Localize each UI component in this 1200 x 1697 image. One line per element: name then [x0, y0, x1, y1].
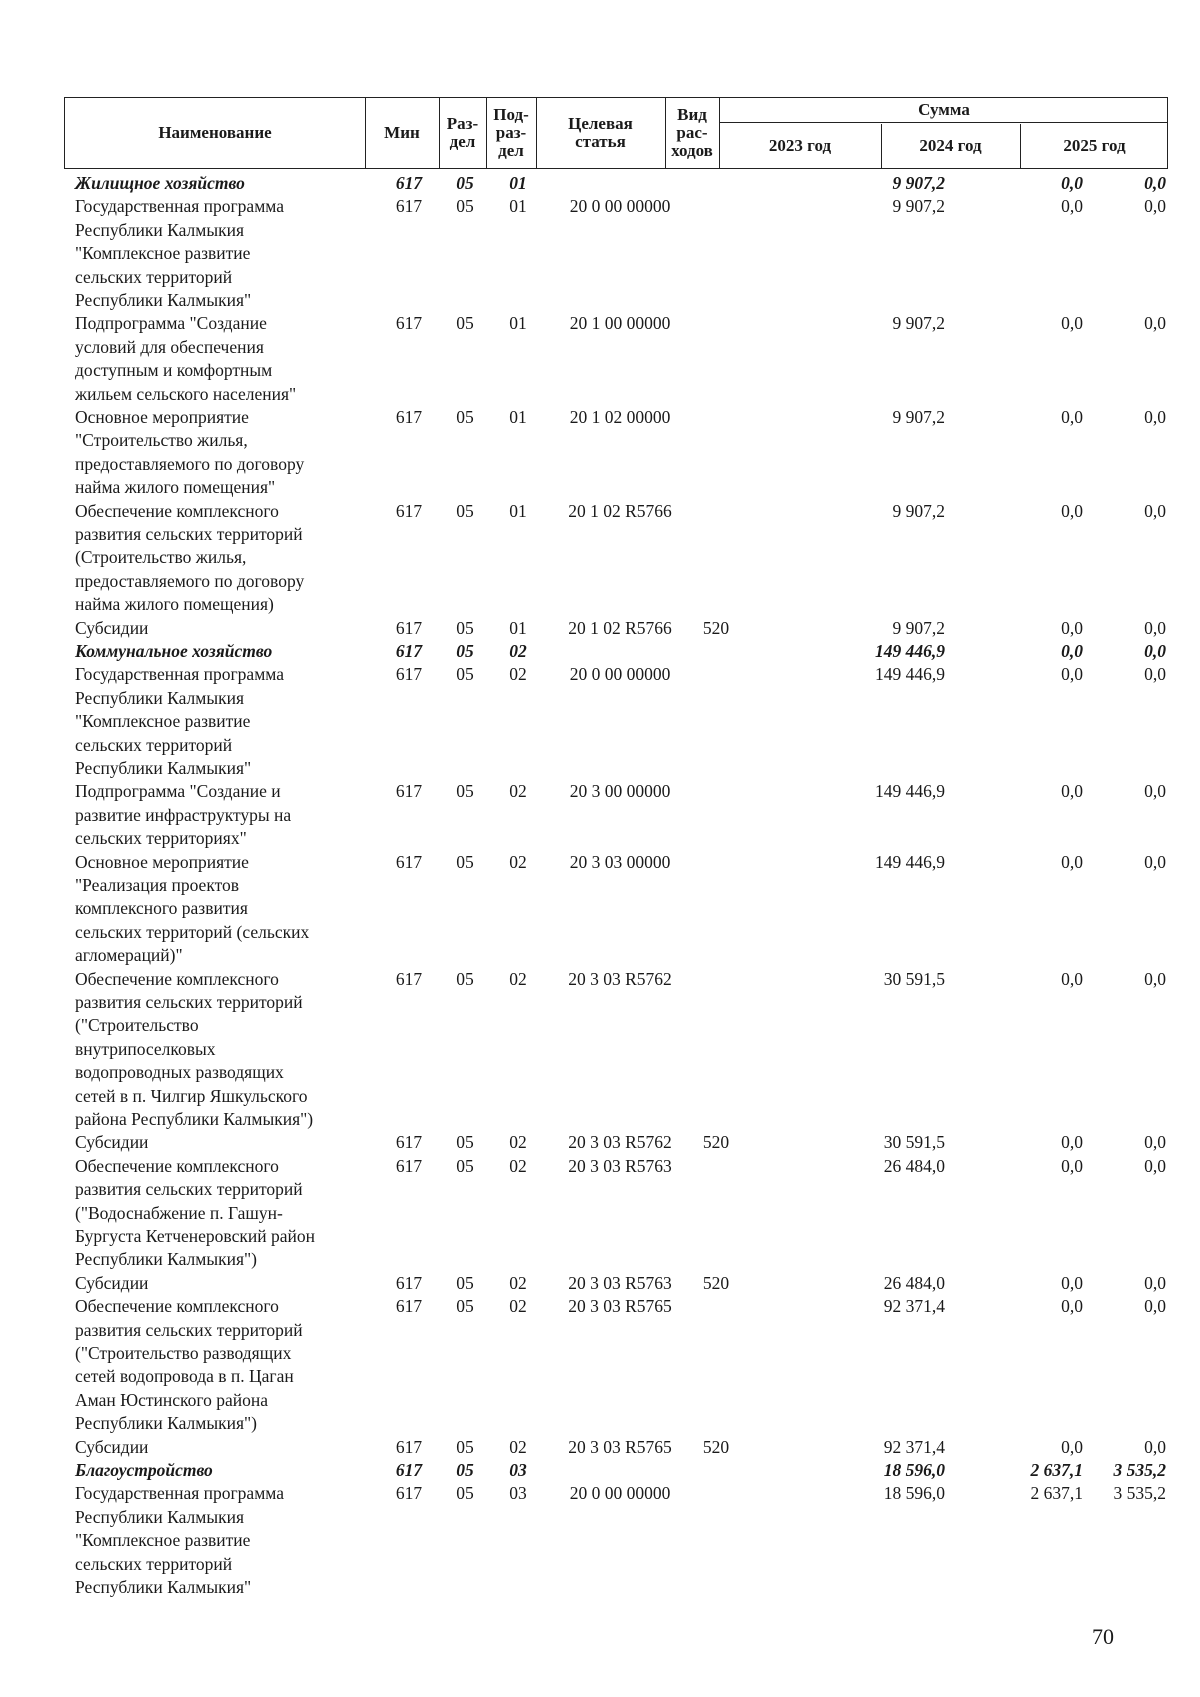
- cell-name: [75, 1131, 365, 1154]
- cell-vid: 520: [702, 1132, 730, 1153]
- cell-name-line: Государственная программа: [75, 196, 284, 217]
- cell-podrazdel: 02: [509, 664, 527, 685]
- cell-name-line: условий для обеспечения: [75, 336, 264, 357]
- cell-min: 617: [395, 641, 423, 661]
- cell-name-line: развития сельских территорий: [75, 1319, 303, 1340]
- cell-podrazdel: 02: [509, 1155, 527, 1176]
- cell-2024: 0,0: [1061, 500, 1083, 521]
- cell-name-line: агломераций)": [75, 945, 183, 966]
- cell-razdel: 05: [456, 968, 474, 989]
- cell-celevaya: 20 3 00 00000: [569, 781, 671, 802]
- cell-2025: 0,0: [1144, 196, 1166, 217]
- cell-2024: 0,0: [1061, 641, 1083, 661]
- cell-2023: 26 484,0: [883, 1155, 945, 1176]
- cell-podrazdel: 02: [509, 1436, 527, 1457]
- cell-2023: 30 591,5: [883, 1132, 945, 1153]
- cell-min: 617: [395, 1436, 423, 1457]
- cell-2023: 149 446,9: [875, 664, 945, 685]
- header-podrazdel-line: Под-: [493, 105, 529, 124]
- cell-name-line: внутрипоселковых: [75, 1038, 216, 1059]
- cell-name-line: "Комплексное развитие: [75, 1530, 251, 1551]
- header-podrazdel-line: дел: [498, 141, 524, 160]
- cell-name-line: Благоустройство: [75, 1460, 213, 1480]
- cell-name-line: "Строительство жилья,: [75, 430, 248, 451]
- cell-2024: 0,0: [1061, 1272, 1083, 1293]
- cell-podrazdel: 02: [509, 968, 527, 989]
- cell-podrazdel: 02: [509, 1272, 527, 1293]
- cell-podrazdel: 03: [509, 1483, 527, 1504]
- cell-celevaya: 20 3 03 R5765: [568, 1296, 672, 1317]
- cell-celevaya: 20 1 02 R5766: [568, 617, 672, 638]
- cell-name-line: водопроводных разводящих: [75, 1062, 284, 1083]
- cell-celevaya: 20 3 03 R5763: [568, 1272, 672, 1293]
- cell-min: 617: [395, 500, 423, 521]
- cell-name-line: развития сельских территорий: [75, 992, 303, 1012]
- cell-razdel: 05: [456, 781, 474, 802]
- cell-2024: 0,0: [1061, 968, 1083, 989]
- cell-name-line: Республики Калмыкия": [75, 290, 252, 311]
- cell-name-line: (Строительство жилья,: [75, 547, 247, 568]
- cell-name-line: развития сельских территорий: [75, 524, 303, 544]
- cell-min: 617: [395, 1460, 423, 1480]
- cell-min: 617: [395, 851, 423, 872]
- cell-razdel: 05: [456, 1483, 474, 1504]
- cell-2025: 0,0: [1144, 1132, 1166, 1153]
- cell-name-line: Государственная программа: [75, 1483, 284, 1504]
- header-celevaya: [536, 98, 665, 168]
- header-2025: 2025 год: [1063, 136, 1126, 155]
- cell-2023: 92 371,4: [883, 1436, 945, 1457]
- cell-min: 617: [395, 968, 423, 989]
- cell-celevaya: 20 1 02 R5766: [568, 500, 672, 521]
- cell-podrazdel: 02: [509, 1296, 527, 1317]
- cell-podrazdel: 03: [509, 1460, 527, 1480]
- page-number: 70: [1092, 1624, 1114, 1649]
- cell-name-line: Республики Калмыкия": [75, 1577, 252, 1598]
- cell-celevaya: 20 3 03 R5763: [568, 1155, 672, 1176]
- cell-razdel: 05: [456, 1132, 474, 1153]
- cell-name-line: ("Водоснабжение п. Гашун-: [75, 1202, 283, 1223]
- header-vid-line: Вид: [677, 105, 707, 124]
- cell-2024: 0,0: [1061, 851, 1083, 872]
- cell-name-line: Обеспечение комплексного: [75, 500, 279, 521]
- cell-name-line: Республики Калмыкия"): [75, 1413, 257, 1434]
- cell-2025: 3 535,2: [1113, 1460, 1166, 1480]
- cell-razdel: 05: [456, 173, 474, 193]
- cell-podrazdel: 02: [509, 781, 527, 802]
- cell-2024: 0,0: [1061, 1296, 1083, 1317]
- cell-name-line: "Комплексное развитие: [75, 243, 251, 264]
- header-summa: Сумма: [918, 100, 970, 119]
- cell-2024: 0,0: [1061, 1436, 1083, 1457]
- header-min: Мин: [384, 123, 420, 142]
- cell-name-line: Основное мероприятие: [75, 407, 249, 427]
- cell-razdel: 05: [456, 617, 474, 638]
- cell-2023: 18 596,0: [883, 1460, 945, 1480]
- cell-name: [75, 851, 365, 968]
- cell-podrazdel: 01: [509, 500, 527, 521]
- cell-celevaya: 20 3 03 R5762: [568, 1132, 672, 1153]
- header-celevaya-line: Целевая: [568, 114, 633, 133]
- cell-2023: 149 446,9: [875, 851, 945, 872]
- cell-2024: 0,0: [1061, 407, 1083, 427]
- cell-name-line: найма жилого помещения): [75, 594, 274, 615]
- cell-name-line: Основное мероприятие: [75, 851, 249, 872]
- cell-razdel: 05: [456, 851, 474, 872]
- cell-name-line: Субсидии: [75, 1436, 149, 1457]
- cell-name: [75, 312, 365, 406]
- cell-celevaya: 20 0 00 00000: [569, 196, 671, 217]
- cell-min: 617: [395, 196, 423, 217]
- cell-name-line: Обеспечение комплексного: [75, 1155, 279, 1176]
- cell-vid: 520: [702, 617, 730, 638]
- cell-name: [75, 1155, 365, 1272]
- cell-celevaya: 20 0 00 00000: [569, 1483, 671, 1504]
- cell-min: 617: [395, 1483, 423, 1504]
- cell-2023: 30 591,5: [883, 968, 945, 989]
- cell-celevaya: 20 3 03 R5762: [568, 968, 672, 989]
- cell-celevaya: 20 0 00 00000: [569, 664, 671, 685]
- cell-podrazdel: 02: [509, 1132, 527, 1153]
- cell-name-line: комплексного развития: [75, 898, 248, 919]
- cell-2024: 0,0: [1061, 173, 1083, 193]
- cell-razdel: 05: [456, 1155, 474, 1176]
- cell-name-line: Обеспечение комплексного: [75, 968, 279, 989]
- cell-name-line: развитие инфраструктуры на: [75, 804, 292, 825]
- cell-podrazdel: 01: [509, 196, 527, 217]
- cell-2025: 0,0: [1144, 313, 1166, 334]
- cell-name-line: жильем сельского населения": [75, 383, 297, 404]
- cell-razdel: 05: [456, 407, 474, 427]
- cell-2024: 2 637,1: [1030, 1460, 1083, 1480]
- cell-razdel: 05: [456, 641, 474, 661]
- cell-name-line: сельских территорий (сельских: [75, 921, 310, 942]
- cell-name-line: Бургуста Кетченеровский район: [75, 1226, 315, 1247]
- cell-2025: 0,0: [1144, 407, 1166, 427]
- cell-name: [75, 1272, 365, 1295]
- cell-name-line: предоставляемого по договору: [75, 570, 305, 591]
- cell-name: [75, 968, 365, 1132]
- cell-name-line: Субсидии: [75, 1132, 149, 1153]
- cell-podrazdel: 01: [509, 173, 527, 193]
- cell-podrazdel: 02: [509, 851, 527, 872]
- cell-name: [75, 406, 365, 500]
- cell-2023: 149 446,9: [875, 781, 945, 802]
- cell-2023: 9 907,2: [892, 617, 945, 638]
- cell-vid: 520: [702, 1436, 730, 1457]
- cell-min: 617: [395, 617, 423, 638]
- cell-name-line: Республики Калмыкия: [75, 687, 245, 708]
- cell-name-line: Аман Юстинского района: [75, 1389, 268, 1410]
- cell-name-line: Жилищное хозяйство: [75, 173, 245, 193]
- cell-razdel: 05: [456, 1272, 474, 1293]
- cell-name-line: района Республики Калмыкия"): [75, 1109, 314, 1130]
- cell-name-line: сельских территориях": [75, 828, 247, 849]
- cell-name: [75, 195, 365, 312]
- header-razdel-line: дел: [449, 132, 476, 151]
- cell-2024: 0,0: [1061, 313, 1083, 334]
- cell-2024: 0,0: [1061, 617, 1083, 638]
- cell-celevaya: 20 3 03 00000: [569, 851, 671, 872]
- cell-celevaya: 20 1 02 00000: [569, 407, 671, 427]
- cell-name: [75, 172, 365, 195]
- cell-razdel: 05: [456, 500, 474, 521]
- cell-name: [75, 1295, 365, 1435]
- cell-name: [75, 1482, 365, 1599]
- cell-name-line: Субсидии: [75, 1272, 149, 1293]
- cell-2025: 0,0: [1144, 173, 1166, 193]
- cell-name-line: Подпрограмма "Создание и: [75, 781, 281, 802]
- cell-2025: 0,0: [1144, 664, 1166, 685]
- cell-name-line: "Реализация проектов: [75, 875, 240, 895]
- cell-min: 617: [395, 1272, 423, 1293]
- cell-2025: 0,0: [1144, 1436, 1166, 1457]
- table-header: [64, 97, 1168, 169]
- cell-name: [75, 1436, 365, 1459]
- header-podrazdel-line: раз-: [495, 123, 527, 142]
- cell-2023: 9 907,2: [892, 407, 945, 427]
- cell-2023: 26 484,0: [883, 1272, 945, 1293]
- cell-min: 617: [395, 781, 423, 802]
- header-vid-line: рас-: [676, 123, 708, 142]
- cell-celevaya: 20 1 00 00000: [569, 313, 671, 334]
- cell-razdel: 05: [456, 1460, 474, 1480]
- cell-name-line: Субсидии: [75, 617, 149, 638]
- header-razdel: [439, 98, 486, 168]
- cell-2025: 0,0: [1144, 781, 1166, 802]
- cell-name-line: сельских территорий: [75, 1553, 233, 1574]
- cell-name: [75, 663, 365, 780]
- cell-podrazdel: 01: [509, 313, 527, 334]
- cell-name-line: Республики Калмыкия": [75, 758, 252, 779]
- cell-2024: 0,0: [1061, 1155, 1083, 1176]
- cell-name-line: сетей водопровода в п. Цаган: [75, 1366, 294, 1387]
- cell-2025: 0,0: [1144, 968, 1166, 989]
- cell-min: 617: [395, 1296, 423, 1317]
- cell-name-line: Республики Калмыкия: [75, 219, 245, 240]
- cell-2024: 0,0: [1061, 196, 1083, 217]
- cell-name: [75, 1459, 365, 1482]
- cell-name-line: развития сельских территорий: [75, 1179, 303, 1200]
- cell-2025: 3 535,2: [1113, 1483, 1166, 1504]
- cell-name-line: ("Строительство: [75, 1015, 199, 1036]
- cell-2024: 2 637,1: [1030, 1483, 1083, 1504]
- cell-name-line: Государственная программа: [75, 664, 284, 685]
- header-razdel-line: Раз-: [446, 114, 479, 133]
- cell-min: 617: [395, 173, 423, 193]
- cell-2023: 9 907,2: [892, 313, 945, 334]
- cell-name-line: ("Строительство разводящих: [75, 1343, 292, 1363]
- cell-name-line: предоставляемого по договору: [75, 453, 305, 474]
- cell-razdel: 05: [456, 313, 474, 334]
- header-2023: 2023 год: [768, 136, 832, 155]
- cell-2023: 92 371,4: [883, 1296, 945, 1317]
- cell-2025: 0,0: [1144, 1296, 1166, 1317]
- cell-name-line: доступным и комфортным: [75, 360, 273, 381]
- cell-name-line: Республики Калмыкия: [75, 1506, 245, 1527]
- cell-razdel: 05: [456, 196, 474, 217]
- cell-min: 617: [395, 313, 423, 334]
- cell-2023: 9 907,2: [892, 196, 945, 217]
- cell-name-line: Обеспечение комплексного: [75, 1296, 279, 1317]
- cell-2023: 9 907,2: [892, 173, 945, 193]
- cell-min: 617: [395, 407, 423, 427]
- cell-razdel: 05: [456, 1296, 474, 1317]
- cell-2025: 0,0: [1144, 617, 1166, 638]
- cell-2025: 0,0: [1144, 500, 1166, 521]
- header-2024: 2024 год: [919, 136, 982, 155]
- header-celevaya-line: статья: [575, 132, 626, 151]
- cell-2025: 0,0: [1144, 641, 1166, 661]
- cell-2024: 0,0: [1061, 664, 1083, 685]
- cell-podrazdel: 01: [509, 617, 527, 638]
- cell-name-line: "Комплексное развитие: [75, 711, 251, 732]
- cell-name-line: найма жилого помещения": [75, 477, 276, 498]
- cell-min: 617: [395, 664, 423, 685]
- cell-celevaya: 20 3 03 R5765: [568, 1436, 672, 1457]
- cell-podrazdel: 01: [509, 407, 527, 427]
- header-name: Наименование: [158, 123, 272, 142]
- cell-name: [75, 617, 365, 640]
- cell-vid: 520: [702, 1272, 730, 1293]
- cell-name: [75, 500, 365, 617]
- cell-podrazdel: 02: [509, 641, 527, 661]
- cell-2023: 9 907,2: [892, 500, 945, 521]
- cell-name-line: Коммунальное хозяйство: [75, 641, 273, 661]
- cell-name-line: Республики Калмыкия"): [75, 1249, 257, 1270]
- cell-name-line: сетей в п. Чилгир Яшкульского: [75, 1085, 308, 1106]
- cell-2023: 18 596,0: [883, 1483, 945, 1504]
- cell-name: [75, 640, 365, 663]
- cell-min: 617: [395, 1132, 423, 1153]
- cell-2025: 0,0: [1144, 851, 1166, 872]
- cell-2024: 0,0: [1061, 781, 1083, 802]
- cell-name-line: Подпрограмма "Создание: [75, 313, 267, 334]
- cell-2025: 0,0: [1144, 1272, 1166, 1293]
- cell-2024: 0,0: [1061, 1132, 1083, 1153]
- cell-name-line: сельских территорий: [75, 266, 233, 287]
- header-vid-line: ходов: [671, 141, 713, 160]
- cell-razdel: 05: [456, 1436, 474, 1457]
- cell-name: [75, 780, 365, 850]
- header-vid: [665, 98, 719, 168]
- cell-2025: 0,0: [1144, 1155, 1166, 1176]
- cell-min: 617: [395, 1155, 423, 1176]
- cell-name-line: сельских территорий: [75, 734, 233, 755]
- cell-razdel: 05: [456, 664, 474, 685]
- header-podrazdel: [486, 98, 536, 168]
- cell-2023: 149 446,9: [875, 641, 945, 661]
